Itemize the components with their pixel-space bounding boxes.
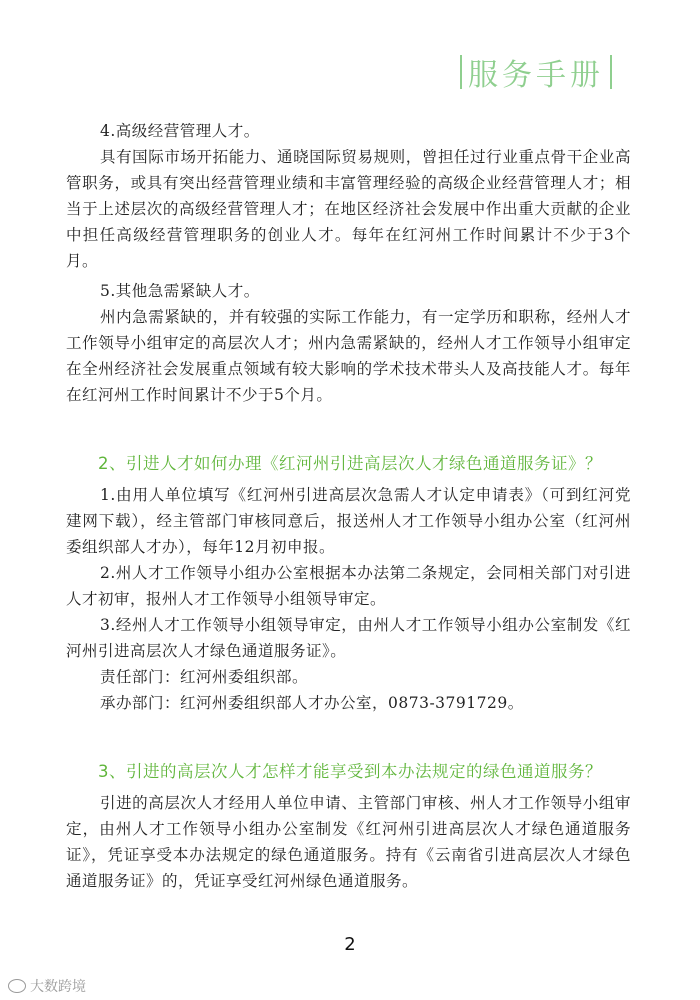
item4-title: 4.高级经营管理人才。 <box>100 122 260 140</box>
handbook-header <box>454 50 618 94</box>
section3-heading: 3、引进的高层次人才怎样才能享受到本办法规定的绿色通道服务？ <box>98 762 602 781</box>
section2-heading: 2、引进人才如何办理《红河州引进高层次人才绿色通道服务证》？ <box>98 454 602 473</box>
header-bar-right <box>610 55 612 89</box>
header-title: 服务手册 <box>468 58 604 93</box>
page-number: 2 <box>344 934 356 955</box>
section2-step1: 1.由用人单位填写《红河州引进高层次急需人才认定申请表》（可到红河党建网下载），经主管部门审核同意后，报送州人才工作领导小组办公室（红河州委组织部人才办），每年12月初申报。 <box>66 486 631 556</box>
section2-handler: 承办部门：红河州委组织部人才办公室，0873-3791729。 <box>100 694 524 712</box>
item5-title: 5.其他急需紧缺人才。 <box>100 282 260 300</box>
item5-body: 州内急需紧缺的，并有较强的实际工作能力，有一定学历和职称，经州人才工作领导小组审定的高层次人才；州内急需紧缺的，经州人才工作领导小组审定在全州经济社会发展重点领域有较大影响的学术技术带头人及高技能人才。每年在红河州工作时间累计不少于5个月。 <box>66 308 631 404</box>
watermark <box>8 976 86 996</box>
section3-body: 引进的高层次人才经用人单位申请、主管部门审核、州人才工作领导小组审定，由州人才工作领导小组办公室制发《红河州引进高层次人才绿色通道服务证》，凭证享受本办法规定的绿色通道服务。持有《云南省引进高层次人才绿色通道服务证》的，凭证享受红河州绿色通道服务。 <box>66 794 631 890</box>
item4-body: 具有国际市场开拓能力、通晓国际贸易规则，曾担任过行业重点骨干企业高管职务，或具有突出经营管理业绩和丰富管理经验的高级企业经营管理人才；相当于上述层次的高级经营管理人才；在地区经济社会发展中作出重大贡献的企业中担任高级经营管理职务的创业人才。每年在红河州工作时间累计不少于3个月。 <box>66 148 631 270</box>
header-bar-left <box>460 55 462 89</box>
watermark-text: 大数跨境 <box>30 979 86 995</box>
section2-step3: 3.经州人才工作领导小组领导审定，由州人才工作领导小组办公室制发《红河州引进高层次人才绿色通道服务证》。 <box>66 616 631 660</box>
section2-step2: 2.州人才工作领导小组办公室根据本办法第二条规定，会同相关部门对引进人才初审，报州人才工作领导小组领导审定。 <box>66 564 631 608</box>
section2-responsible: 责任部门：红河州委组织部。 <box>100 668 309 686</box>
watermark-logo-icon <box>8 979 26 993</box>
